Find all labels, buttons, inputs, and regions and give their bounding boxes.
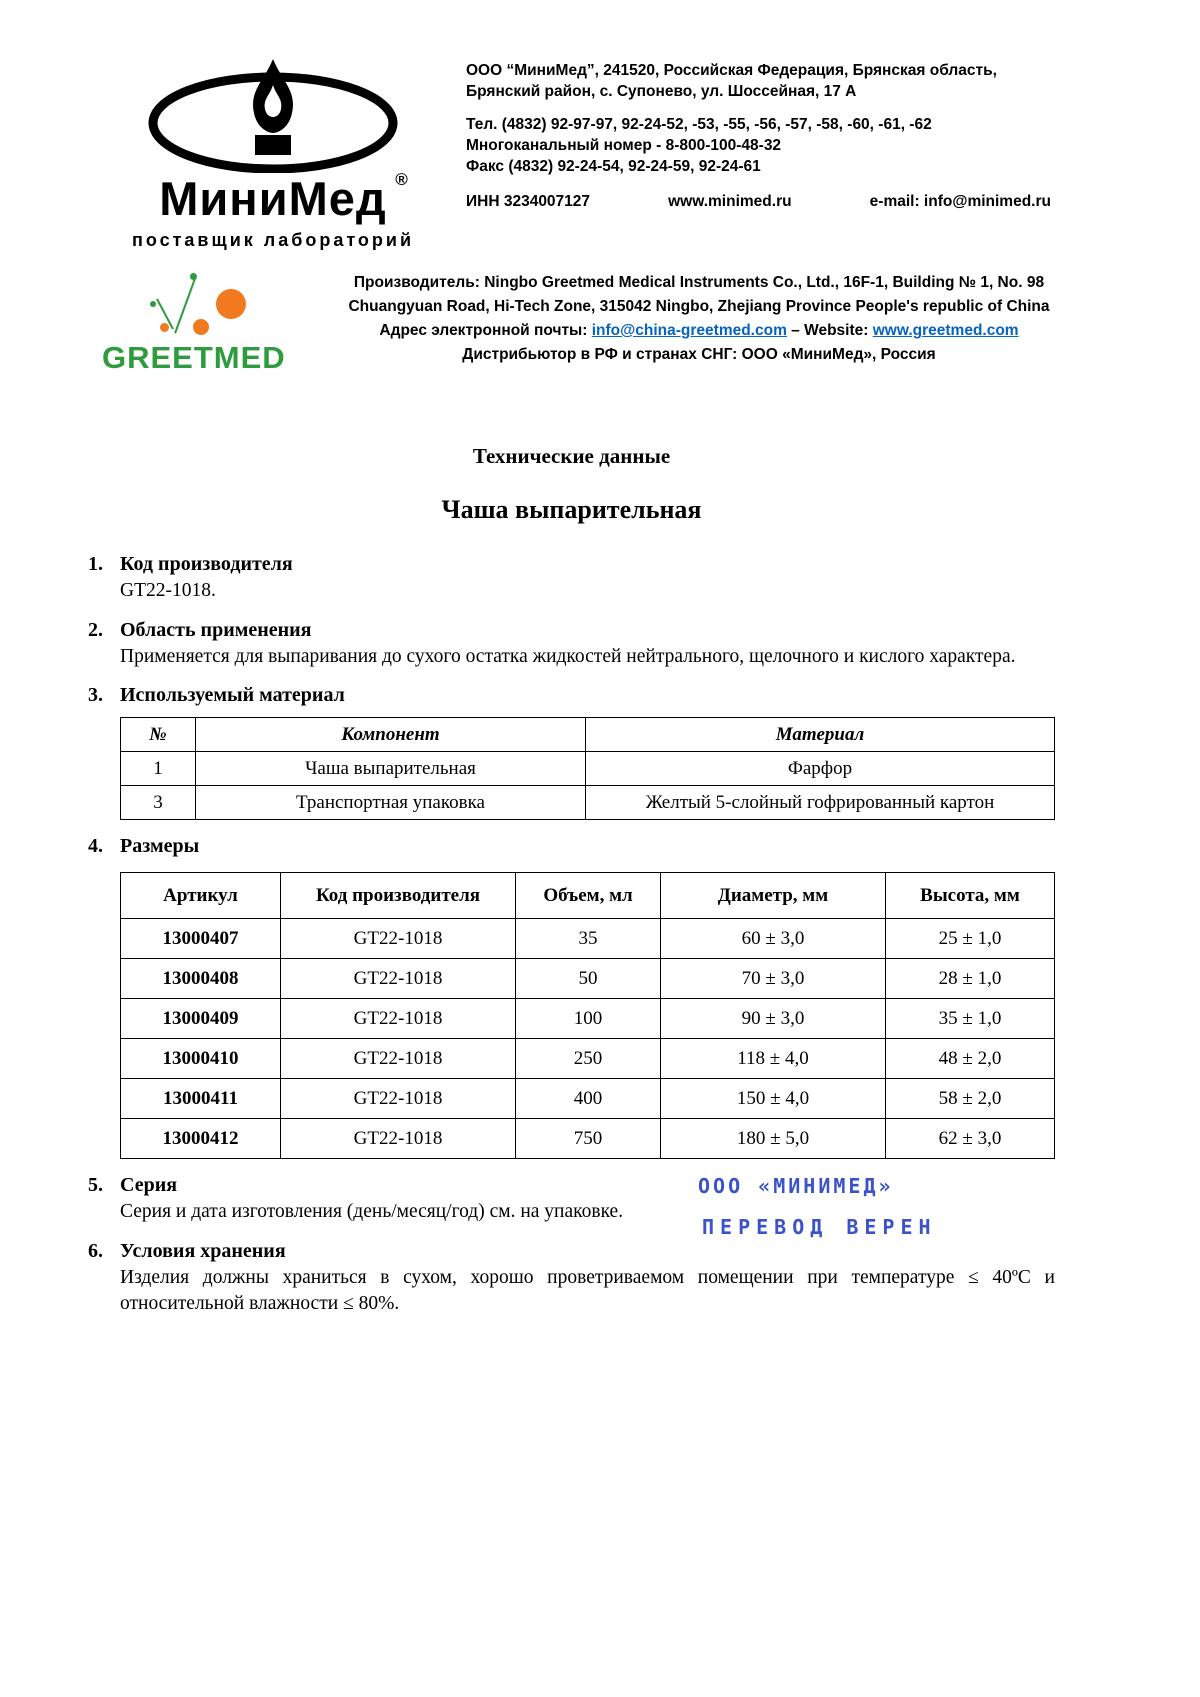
cell-diameter: 150 ± 4,0 [661,1079,886,1119]
minimed-site: www.minimed.ru [668,192,792,210]
cell-material: Желтый 5-слойный гофрированный картон [586,786,1055,820]
address-line-1: ООО “МиниМед”, 241520, Российская Федерация, Брянская область, [466,62,997,79]
section-body: Серия и дата изготовления (день/месяц/год) см. на упаковке. [120,1201,624,1223]
multichannel-line: Многоканальный номер - 8-800-100-48-32 [466,136,782,154]
cell-diameter: 118 ± 4,0 [661,1039,886,1079]
greetmed-dot-icon [160,323,169,332]
cell-height: 35 ± 1,0 [886,999,1055,1039]
cell-article: 13000410 [121,1039,281,1079]
cell-height: 28 ± 1,0 [886,959,1055,999]
manufacturer-line-1: Производитель: Ningbo Greetmed Medical Instruments Co., Ltd., 16F-1, Building № 1, No. 98 [353,274,1045,291]
col-header-diameter: Диаметр, мм [661,873,886,919]
letterhead [88,55,1055,251]
cell-volume: 400 [516,1079,661,1119]
cell-volume: 750 [516,1119,661,1159]
cell-volume: 100 [516,999,661,1039]
material-table-header-row [121,718,1055,752]
cell-diameter: 180 ± 5,0 [661,1119,886,1159]
section-number: 6. [88,1240,103,1263]
sizes-table-header-row [121,873,1055,919]
table-row [121,752,1055,786]
cell-mfr-code: GT22-1018 [281,919,516,959]
manufacturer-line-2: Chuangyuan Road, Hi-Tech Zone, 315042 Ningbo, Zhejiang Province People's republic of China [348,298,1050,316]
table-row [121,1119,1055,1159]
cell-height: 62 ± 3,0 [886,1119,1055,1159]
greetmed-wordmark: GREETMED [102,340,286,375]
cell-mfr-code: GT22-1018 [281,1039,516,1079]
section-heading: Серия [120,1174,178,1197]
col-header-mfr-code: Код производителя [281,873,516,919]
col-header-height: Высота, мм [886,873,1055,919]
cell-article: 13000412 [121,1119,281,1159]
minimed-logo [108,55,438,251]
manufacturer-block [88,267,1055,382]
col-header-component: Компонент [196,718,586,752]
page-title: Чаша выпарительная [441,495,702,524]
cell-diameter: 60 ± 3,0 [661,919,886,959]
sizes-table [120,872,1055,1159]
doc-subtitle: Технические данные [472,444,671,468]
table-row [121,919,1055,959]
fax-line: Факс (4832) 92-24-54, 92-24-59, 92-24-61 [466,157,761,175]
greetmed-email-link[interactable]: info@china-greetmed.com [591,322,787,340]
col-header-number: № [121,718,196,752]
cell-volume: 50 [516,959,661,999]
section-manufacturer-code [88,553,1055,604]
material-table [120,717,1055,820]
section-body: Изделия должны храниться в сухом, хорошо проветриваемом помещении при температуре ≤ 40ºС и относительной влажности ≤ 80%. [120,1267,1055,1314]
cell-mfr-code: GT22-1018 [281,1079,516,1119]
cell-diameter: 70 ± 3,0 [661,959,886,999]
section-body: GT22-1018. [120,580,216,601]
greetmed-dot-icon [150,301,156,307]
cell-volume: 250 [516,1039,661,1079]
greetmed-dot-icon [216,289,246,319]
greetmed-dot-icon [190,273,197,280]
stamp-verified-line: ПЕРЕВОД ВЕРЕН [702,1215,937,1240]
cell-article: 13000409 [121,999,281,1039]
manufacturer-links-line [343,319,1055,343]
minimed-flame-icon [108,55,438,173]
cell-number: 1 [121,752,196,786]
phone-line: Тел. (4832) 92-97-97, 92-24-52, -53, -55, -56, -57, -58, -60, -61, -62 [466,115,932,133]
section-series [88,1174,1055,1240]
cell-component: Транспортная упаковка [196,786,586,820]
table-row [121,1039,1055,1079]
cell-mfr-code: GT22-1018 [281,1119,516,1159]
website-label: – Website: [786,322,873,340]
section-heading: Используемый материал [120,684,345,707]
company-contacts [438,55,1055,213]
cell-number: 3 [121,786,196,820]
cell-mfr-code: GT22-1018 [281,959,516,999]
cell-diameter: 90 ± 3,0 [661,999,886,1039]
cell-volume: 35 [516,919,661,959]
table-row [121,999,1055,1039]
table-row [121,959,1055,999]
section-number: 1. [88,553,103,575]
section-application-area [88,619,1055,670]
registered-mark: ® [395,170,409,189]
brand-text: МиниМед [159,172,387,225]
minimed-brand [159,170,409,225]
cell-component: Чаша выпарительная [196,752,586,786]
cell-height: 25 ± 1,0 [886,919,1055,959]
section-heading: Размеры [120,835,200,858]
distributor-line: Дистрибьютор в РФ и странах СНГ: ООО «МиниМед», Россия [462,346,936,364]
cell-article: 13000411 [121,1079,281,1119]
section-number: 3. [88,684,103,707]
cell-height: 48 ± 2,0 [886,1039,1055,1079]
cell-article: 13000407 [121,919,281,959]
translation-stamp [698,1174,937,1239]
greetmed-website-link[interactable]: www.greetmed.com [872,322,1019,340]
section-body: Применяется для выпаривания до сухого остатка жидкостей нейтрального, щелочного и кислого характера. [120,645,1016,667]
manufacturer-text [343,267,1055,382]
section-heading: Код производителя [120,553,293,575]
inn: ИНН 3234007127 [466,192,591,210]
table-row [121,1079,1055,1119]
section-sizes [88,835,1055,1159]
cell-mfr-code: GT22-1018 [281,999,516,1039]
minimed-tagline: поставщик лабораторий [131,230,415,250]
minimed-email: e-mail: info@minimed.ru [869,192,1051,210]
col-header-volume: Объем, мл [516,873,661,919]
section-heading: Область применения [120,618,312,641]
table-row [121,786,1055,820]
section-number: 2. [88,618,103,641]
section-number: 5. [88,1174,103,1197]
stamp-company-line: ООО «МИНИМЕД» [698,1174,894,1199]
section-heading: Условия хранения [120,1240,286,1263]
section-number: 4. [88,835,103,858]
cell-material: Фарфор [586,752,1055,786]
address-line-2: Брянский район, с. Супонево, ул. Шоссейная, 17 А [466,82,857,100]
cell-article: 13000408 [121,959,281,999]
greetmed-dot-icon [193,319,209,335]
section-material [88,684,1055,820]
cell-height: 58 ± 2,0 [886,1079,1055,1119]
email-label: Адрес электронной почты: [379,322,592,340]
section-storage-conditions [88,1240,1055,1316]
greetmed-logo [98,267,343,382]
col-header-article: Артикул [121,873,281,919]
col-header-material: Материал [586,718,1055,752]
